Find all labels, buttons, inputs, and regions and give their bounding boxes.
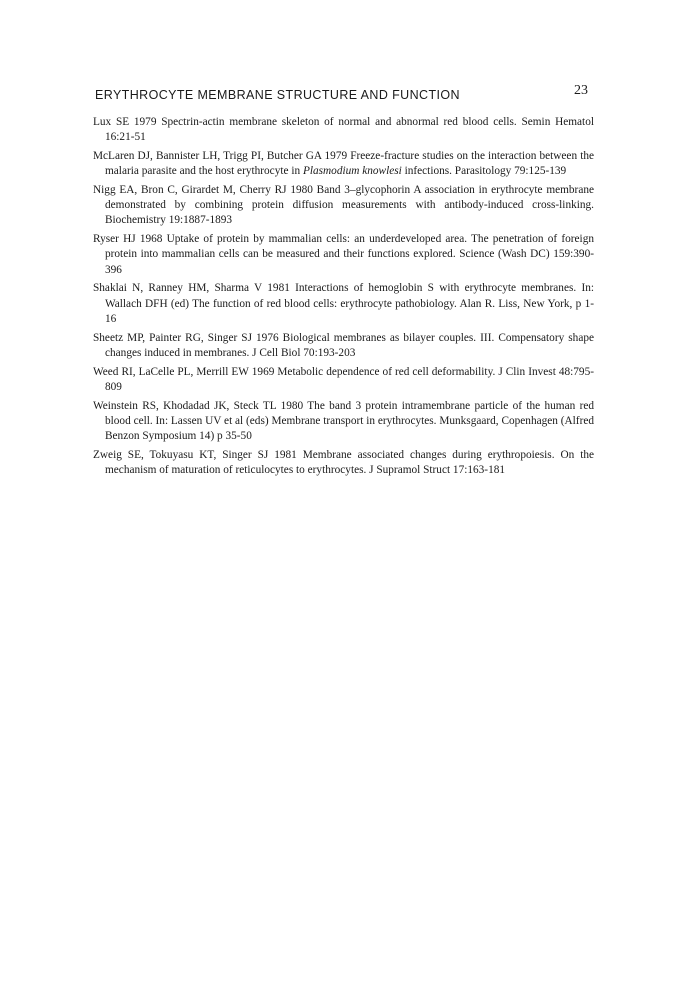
- reference-text: infections. Parasitology 79:125-139: [401, 165, 567, 178]
- reference-text: McLaren DJ, Bannister LH, Trigg PI, Butcher GA 1979 Freeze-fracture studies on the interaction between the malaria parasite and the host erythrocyte in: [93, 150, 594, 178]
- reference-weed-1969: Weed RI, LaCelle PL, Merrill EW 1969 Metabolic dependence of red cell deformability. J Clin Invest 48:795-809: [93, 365, 594, 393]
- reference-lux-1979: Lux SE 1979 Spectrin-actin membrane skeleton of normal and abnormal red blood cells. Semin Hematol 16:21-51: [93, 116, 594, 144]
- reference-weinstein-1980: Weinstein RS, Khodadad JK, Steck TL 1980 The band 3 protein intramembrane particle of the human red blood cell. In: Lassen UV et al (eds) Membrane transport in erythrocytes. Munksgaard, Copenhagen (Alfred Benzon Symposium 14) p 35-50: [93, 399, 594, 443]
- running-head: ERYTHROCYTE MEMBRANE STRUCTURE AND FUNCTION: [95, 88, 460, 102]
- species-name: Plasmodium knowlesi: [302, 165, 402, 178]
- reference-zweig-1981: Zweig SE, Tokuyasu KT, Singer SJ 1981 Membrane associated changes during erythropoiesis. On the mechanism of maturation of reticulocytes to erythrocytes. J Supramol Struct 17:163-181: [93, 448, 594, 477]
- reference-sheetz-1976: Sheetz MP, Painter RG, Singer SJ 1976 Biological membranes as bilayer couples. III. Compensatory shape changes induced in membranes. J Cell Biol 70:193-203: [93, 331, 594, 359]
- reference-ryser-1968: Ryser HJ 1968 Uptake of protein by mammalian cells: an underdeveloped area. The penetration of foreign protein into mammalian cells can be measured and their functions explored. Science (Wash DC) 159:390-396: [93, 233, 594, 276]
- reference-shaklai-1981: Shaklai N, Ranney HM, Sharma V 1981 Interactions of hemoglobin S with erythrocyte membranes. In: Wallach DFH (ed) The function of red blood cells: erythrocyte pathobiology. Alan R. Liss, New York, p 1-16: [93, 282, 594, 325]
- reference-mclaren-1979: [93, 149, 594, 179]
- reference-nigg-1980: Nigg EA, Bron C, Girardet M, Cherry RJ 1980 Band 3–glycophorin A association in erythrocyte membrane demonstrated by combining protein diffusion measurements with antibody-induced cross-linking. Biochemistry 19:1887-1893: [93, 184, 594, 227]
- page-number: 23: [574, 83, 588, 98]
- reference-list: [93, 115, 594, 482]
